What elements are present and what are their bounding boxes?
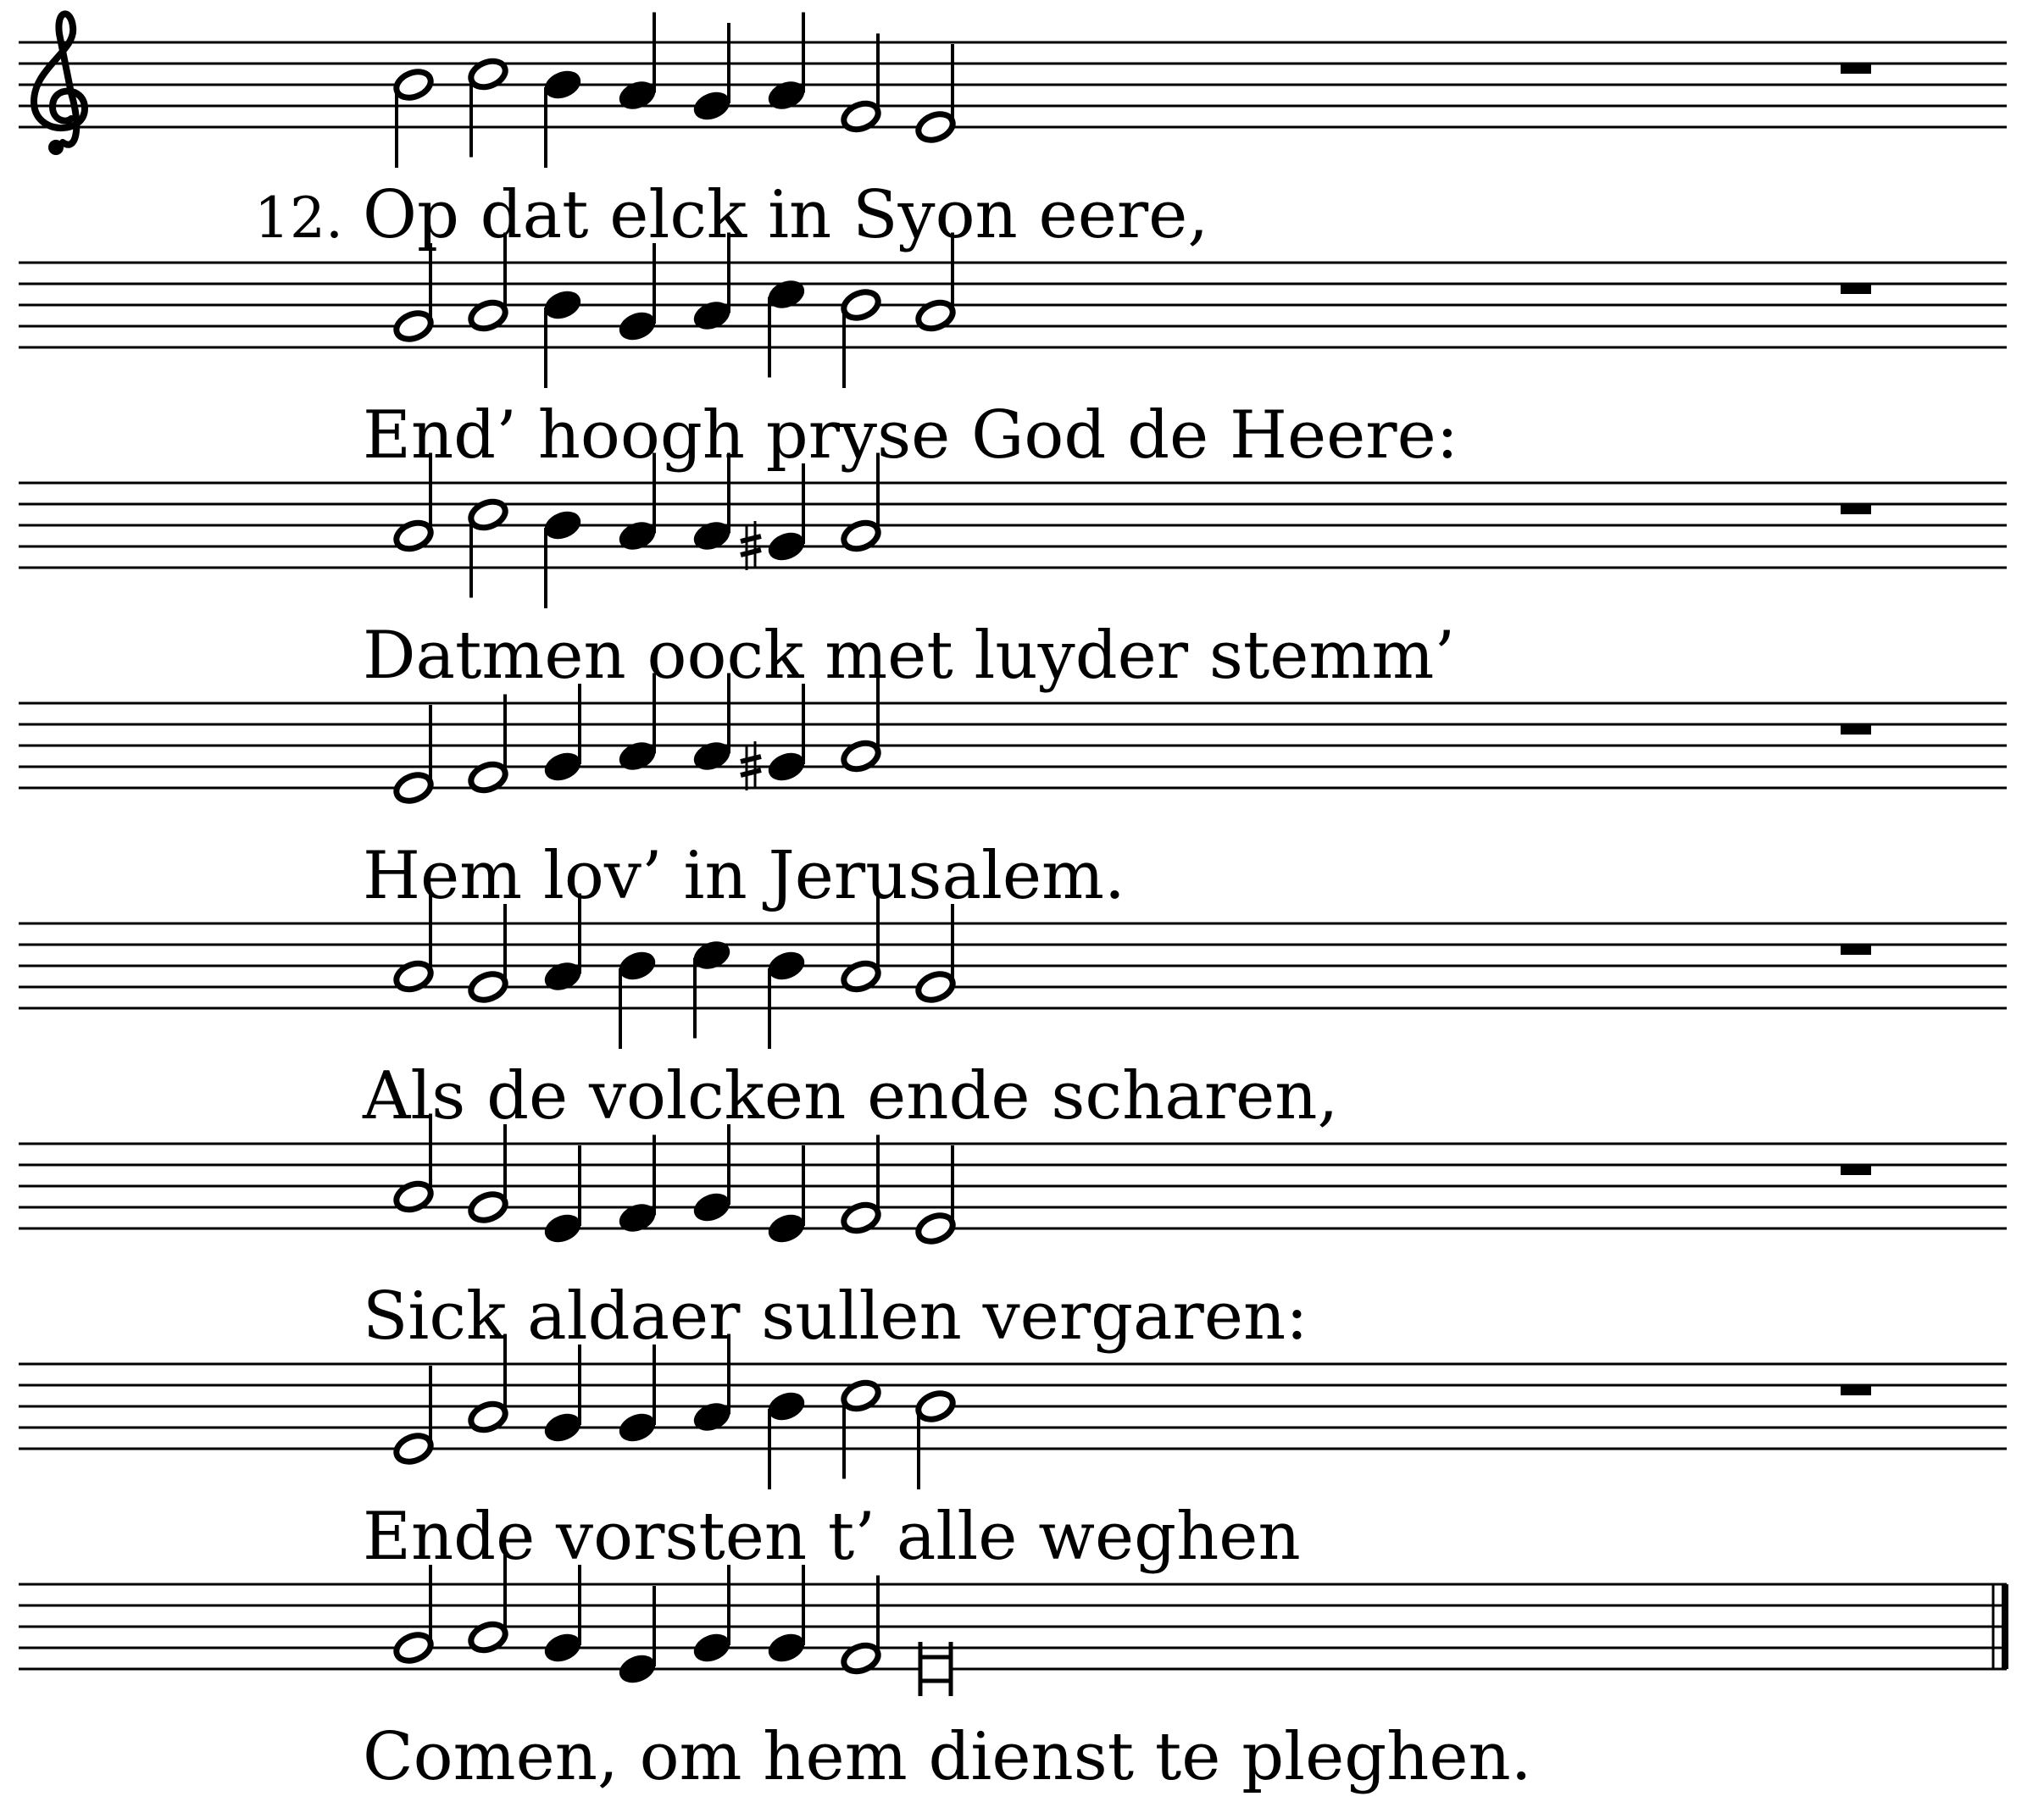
note [765, 948, 807, 1049]
half-rest [1841, 284, 1871, 294]
lyric-line: Hem lov’ in Jerusalem. [363, 838, 1125, 914]
half-rest [1841, 504, 1871, 514]
staff-lines [19, 483, 2007, 568]
verse-number: 12. [254, 186, 343, 251]
staff-lines [19, 263, 2007, 347]
note [542, 287, 583, 388]
note [392, 67, 434, 168]
staff-system [19, 674, 2007, 915]
note [765, 1389, 807, 1489]
note [542, 684, 583, 785]
note [467, 1124, 508, 1225]
lyric-line: Ende vorsten t’ alle weghen [363, 1499, 1301, 1575]
note [691, 1565, 732, 1666]
note [542, 67, 583, 168]
note [467, 904, 508, 1005]
note [542, 1145, 583, 1246]
staff-lines [19, 1584, 2007, 1669]
note [616, 1345, 658, 1445]
half-rest [1841, 724, 1871, 735]
note [542, 1565, 583, 1666]
staff-lines [19, 1144, 2007, 1228]
note [392, 1565, 434, 1666]
note [741, 684, 808, 790]
note [840, 287, 881, 388]
note [616, 243, 658, 344]
note [920, 1642, 951, 1696]
note [616, 948, 658, 1049]
staff-system [19, 894, 2007, 1135]
lyric-line: Datmen oock met luyder stemm’ [363, 618, 1456, 694]
half-rest [1841, 945, 1871, 955]
lyric-line: Sick aldaer sullen vergaren: [363, 1278, 1308, 1355]
note [392, 705, 434, 806]
staff-lines [19, 923, 2007, 1008]
staff-system [19, 1555, 2007, 1796]
half-rest [1841, 1385, 1871, 1395]
half-rest [1841, 64, 1871, 74]
lyric-line: Comen, om hem dienst te pleghen. [363, 1719, 1532, 1795]
note [914, 904, 956, 1005]
staff-lines [19, 703, 2007, 788]
note [691, 23, 732, 124]
note [542, 507, 583, 608]
lyric-line: End’ hoogh pryse God de Heere: [363, 397, 1459, 474]
staff-lines [19, 42, 2007, 127]
staff-system [19, 1334, 2007, 1576]
note [765, 1145, 807, 1246]
note [741, 463, 808, 570]
note [616, 1586, 658, 1687]
staff-lines [19, 1364, 2007, 1449]
note [542, 1345, 583, 1445]
lyric-line: Als de volcken ende scharen, [363, 1058, 1339, 1134]
note [392, 1366, 434, 1467]
note [691, 1124, 732, 1225]
staff-system [19, 1114, 2007, 1356]
staff-system [19, 13, 2007, 254]
lyric-line: Op dat elck in Syon eere, [363, 177, 1209, 253]
note [914, 44, 956, 145]
note [914, 1389, 956, 1489]
staff-system [19, 233, 2007, 474]
note [765, 1565, 807, 1666]
staff-system [19, 453, 2007, 695]
note [914, 1145, 956, 1246]
half-rest [1841, 1165, 1871, 1175]
note [392, 243, 434, 344]
